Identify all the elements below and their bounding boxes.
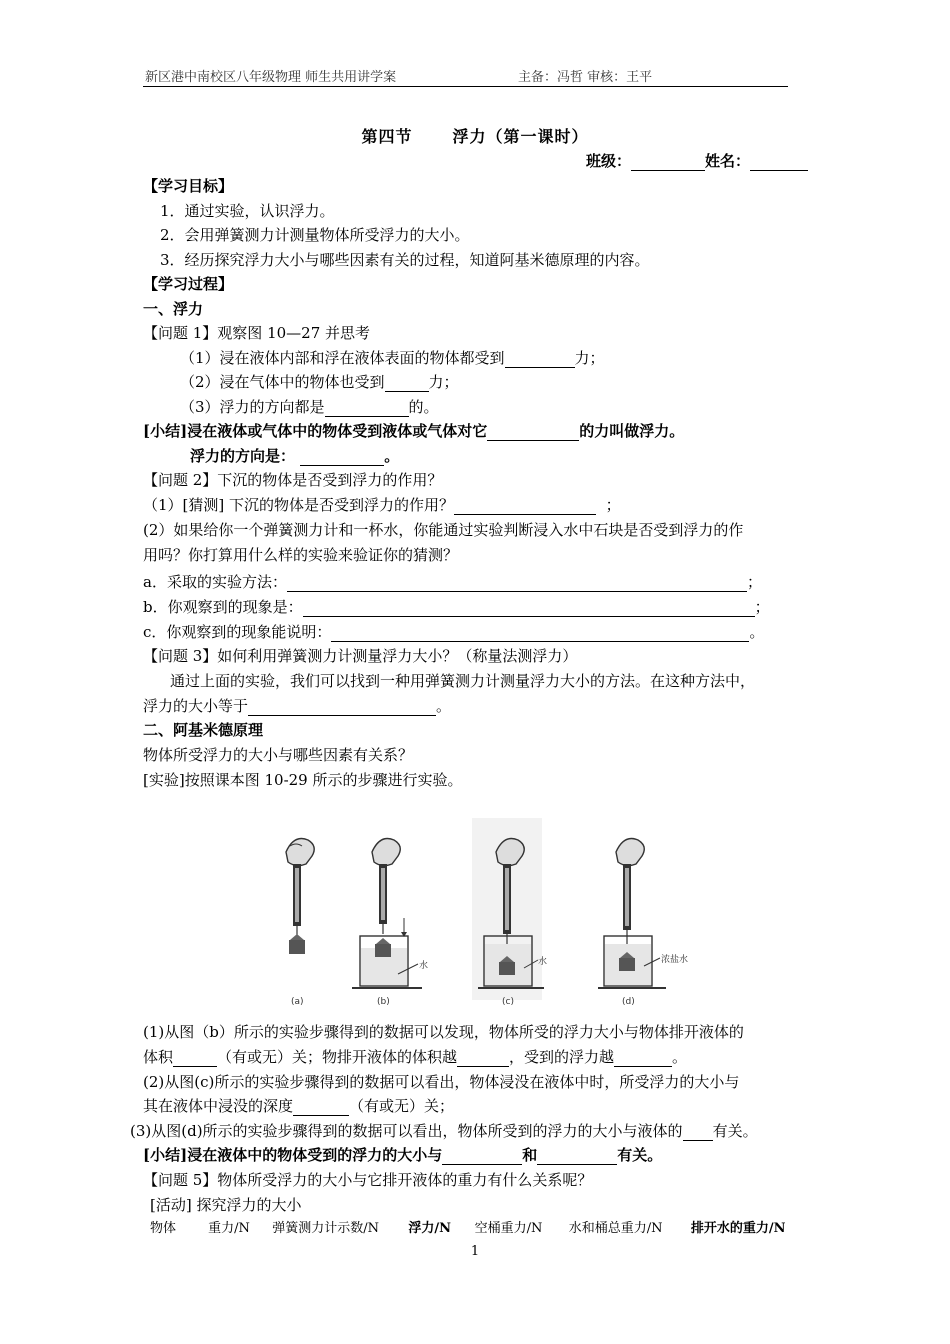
experiment-figure bbox=[282, 818, 714, 1016]
objective-3: 3．经历探究浮力大小与哪些因素有关的过程，知道阿基米德原理的内容。 bbox=[160, 251, 650, 269]
svg-text:浓盐水: 浓盐水 bbox=[661, 955, 689, 965]
q2-part2-line2: 用吗？你打算用什么样的实验来验证你的猜测？ bbox=[143, 546, 459, 564]
conclusion-2-line1: (2)从图(c)所示的实验步骤得到的数据可以看出，物体浸没在液体中时，所受浮力的大小与 bbox=[143, 1073, 740, 1091]
conclusion-2-line2: 其在液体中浸没的深度 （有或无）关； bbox=[143, 1097, 455, 1115]
class-label: 班级： bbox=[585, 152, 631, 170]
title-name: 浮力（第一课时） bbox=[452, 127, 589, 146]
svg-text:水: 水 bbox=[538, 957, 548, 967]
objectives-heading: 【学习目标】 bbox=[143, 177, 234, 195]
objective-2: 2．会用弹簧测力计测量物体所受浮力的大小。 bbox=[160, 226, 470, 244]
svg-text:(d): (d) bbox=[622, 997, 635, 1007]
observation-blank[interactable] bbox=[303, 599, 755, 617]
guess-blank[interactable] bbox=[454, 497, 596, 515]
svg-text:(c): (c) bbox=[502, 997, 514, 1007]
figure-c bbox=[472, 818, 547, 1007]
q3-line2: 浮力的大小等于 。 bbox=[143, 697, 452, 715]
conclusion-1-line2: 体积 （有或无）关；物排开液体的体积越 ，受到的浮力越 。 bbox=[143, 1048, 688, 1066]
figure-a bbox=[286, 839, 314, 1008]
svg-text:(b): (b) bbox=[377, 997, 390, 1007]
svg-text:(a): (a) bbox=[291, 997, 304, 1007]
name-blank[interactable] bbox=[750, 153, 808, 171]
svg-text:水: 水 bbox=[419, 961, 429, 971]
th-buoyancy: 浮力/N bbox=[408, 1221, 452, 1236]
figure-d bbox=[598, 839, 688, 1008]
objective-1: 1．通过实验，认识浮力。 bbox=[160, 202, 335, 220]
q1-item-1: （1）浸在液体内部和浮在液体表面的物体都受到 力； bbox=[180, 349, 605, 367]
th-displaced-water: 排开水的重力/N bbox=[690, 1221, 786, 1236]
q2-method: a．采取的实验方法： ； bbox=[143, 573, 762, 591]
c1-blank-1[interactable] bbox=[173, 1049, 217, 1067]
method-blank[interactable] bbox=[287, 574, 747, 592]
q1-blank-3[interactable] bbox=[325, 399, 409, 417]
conclusion-3: (3)从图(d)所示的实验步骤得到的数据可以看出，物体所受到的浮力的大小与液体的 有关。 bbox=[130, 1122, 758, 1140]
th-water-bucket: 水和桶总重力/N bbox=[568, 1221, 663, 1236]
summary-2: [小结]浸在液体中的物体受到的浮力的大小与 和 有关。 bbox=[143, 1146, 663, 1164]
name-label: 姓名： bbox=[704, 152, 750, 170]
class-blank[interactable] bbox=[631, 153, 705, 171]
th-empty-bucket: 空桶重力/N bbox=[474, 1221, 543, 1236]
summary2-blank-2[interactable] bbox=[537, 1147, 617, 1165]
th-weight: 重力/N bbox=[208, 1221, 250, 1236]
q2-guess: （1）[猜测] 下沉的物体是否受到浮力的作用？ ； bbox=[143, 496, 621, 514]
c3-blank[interactable] bbox=[683, 1123, 713, 1141]
c2-blank[interactable] bbox=[293, 1098, 349, 1116]
page-title bbox=[0, 124, 950, 147]
c1-blank-2[interactable] bbox=[457, 1049, 509, 1067]
explanation-blank[interactable] bbox=[331, 624, 749, 642]
header-authors: 主备：冯哲 审核：王平 bbox=[518, 70, 653, 85]
experiment-line: [实验]按照课本图 10-29 所示的步骤进行实验。 bbox=[143, 771, 463, 789]
q5-title: 【问题 5】物体所受浮力的大小与它排开液体的重力有什么关系呢？ bbox=[143, 1171, 593, 1189]
q3-line1: 通过上面的实验，我们可以找到一种用弹簧测力计测量浮力大小的方法。在这种方法中， bbox=[170, 672, 756, 690]
part2-intro: 物体所受浮力的大小与哪些因素有关系？ bbox=[143, 746, 414, 764]
q1-title: 【问题 1】观察图 10—27 并思考 bbox=[143, 324, 371, 342]
q2-observation: b．你观察到的现象是： ； bbox=[143, 598, 770, 616]
page-header bbox=[143, 64, 788, 87]
page-number: 1 bbox=[470, 1244, 480, 1259]
table-header-row bbox=[150, 1219, 785, 1239]
direction-blank[interactable] bbox=[300, 448, 384, 466]
q1-item-2: （2）浸在气体中的物体也受到 力； bbox=[180, 373, 459, 391]
summary2-blank-1[interactable] bbox=[442, 1147, 522, 1165]
summary-1-direction: 浮力的方向是： 。 bbox=[190, 447, 400, 465]
process-heading: 【学习过程】 bbox=[143, 275, 234, 293]
activity-line: [活动] 探究浮力的大小 bbox=[150, 1196, 302, 1214]
q1-blank-2[interactable] bbox=[385, 374, 429, 392]
q2-title: 【问题 2】下沉的物体是否受到浮力的作用？ bbox=[143, 471, 443, 489]
part2-heading: 二、阿基米德原理 bbox=[143, 721, 264, 739]
summary-1: [小结]浸在液体或气体中的物体受到液体或气体对它 的力叫做浮力。 bbox=[143, 422, 685, 440]
q3-title: 【问题 3】如何利用弹簧测力计测量浮力大小？（称量法测浮力） bbox=[143, 647, 578, 665]
q3-blank[interactable] bbox=[248, 698, 436, 716]
th-scale-reading: 弹簧测力计示数/N bbox=[272, 1221, 380, 1236]
c1-blank-3[interactable] bbox=[614, 1049, 672, 1067]
title-section: 第四节 bbox=[361, 127, 413, 146]
q1-item-3: （3）浮力的方向都是 的。 bbox=[180, 398, 439, 416]
figure-b bbox=[352, 839, 428, 1008]
part1-heading: 一、浮力 bbox=[143, 300, 204, 318]
q2-part2-line1: (2）如果给你一个弹簧测力计和一杯水，你能通过实验判断浸入水中石块是否受到浮力的作 bbox=[143, 521, 744, 539]
class-name-line bbox=[586, 150, 808, 171]
header-school: 新区港中南校区八年级物理 师生共用讲学案 bbox=[145, 70, 397, 85]
q1-blank-1[interactable] bbox=[505, 350, 575, 368]
conclusion-1-line1: (1)从图（b）所示的实验步骤得到的数据可以发现，物体所受的浮力大小与物体排开液体的 bbox=[143, 1023, 744, 1041]
summary1-blank[interactable] bbox=[487, 423, 579, 441]
th-object: 物体 bbox=[150, 1221, 177, 1236]
q2-explanation: c．你观察到的现象能说明： 。 bbox=[143, 623, 765, 641]
